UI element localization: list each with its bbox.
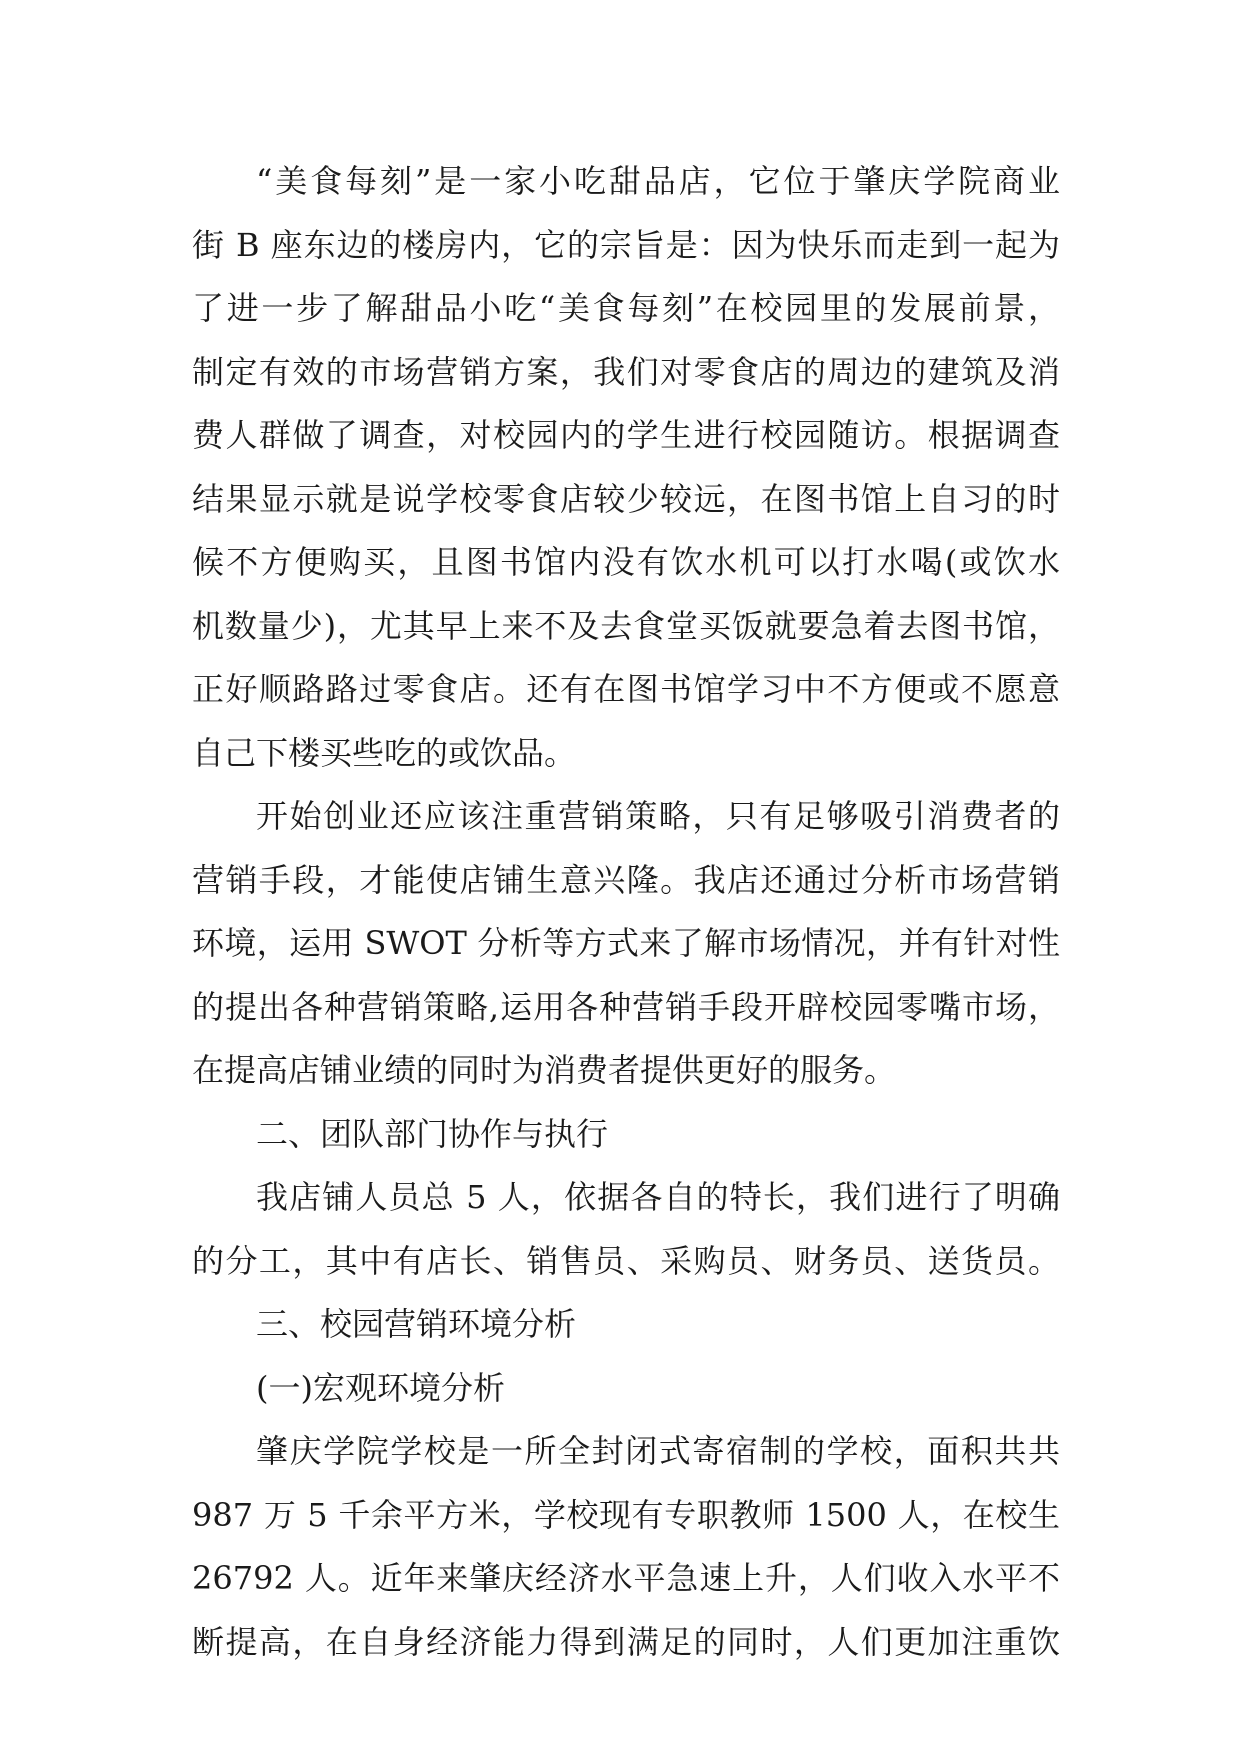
paragraph-1-line-3: 了进一步了解甜品小吃“美食每刻”在校园里的发展前景， [192,289,1060,327]
section-heading-team: 二、团队部门协作与执行 [256,1114,609,1153]
document-body [192,150,1060,1674]
paragraph-1-line-5: 费人群做了调查，对校园内的学生进行校园随访。根据调查 [192,416,1060,454]
paragraph-2-line-5: 在提高店铺业绩的同时为消费者提供更好的服务。 [192,1051,897,1089]
paragraph-1-line-9: 正好顺路路过零食店。还有在图书馆学习中不方便或不愿意 [192,670,1060,708]
paragraph-1-line-2: 街 B 座东边的楼房内，它的宗旨是：因为快乐而走到一起为 [192,225,1060,264]
paragraph-1-line-4: 制定有效的市场营销方案，我们对零食店的周边的建筑及消 [192,352,1060,391]
paragraph-1-line-6: 结果显示就是说学校零食店较少较远，在图书馆上自习的时 [192,479,1060,518]
paragraph-2-line-3: 环境，运用 SWOT 分析等方式来了解市场情况，并有针对性 [192,924,1060,962]
paragraph-4-line-2: 987 万 5 千余平方米，学校现有专职教师 1500 人，在校生 [192,1495,1060,1534]
paragraph-1-line-10: 自己下楼买些吃的或饮品。 [192,733,577,772]
subsection-heading-macro: (一)宏观环境分析 [256,1368,505,1407]
paragraph-4-line-3: 26792 人。近年来肇庆经济水平急速上升，人们收入水平不 [192,1559,1060,1597]
paragraph-1-line-7: 候不方便购买，且图书馆内没有饮水机可以打水喝(或饮水 [192,543,1060,581]
paragraph-2-line-4: 的提出各种营销策略,运用各种营销手段开辟校园零嘴市场， [192,987,1060,1026]
paragraph-4-line-4: 断提高，在自身经济能力得到满足的同时，人们更加注重饮 [192,1622,1060,1661]
paragraph-4-line-1: 肇庆学院学校是一所全封闭式寄宿制的学校，面积共共 [256,1432,1060,1470]
paragraph-3-line-1: 我店铺人员总 5 人，依据各自的特长，我们进行了明确 [256,1178,1060,1216]
paragraph-2-line-2: 营销手段，才能使店铺生意兴隆。我店还通过分析市场营销 [192,860,1060,899]
section-heading-environment: 三、校园营销环境分析 [256,1305,577,1343]
paragraph-1-line-8: 机数量少)，尤其早上来不及去食堂买饭就要急着去图书馆， [192,606,1060,645]
paragraph-2-line-1: 开始创业还应该注重营销策略，只有足够吸引消费者的 [256,797,1060,835]
paragraph-3-line-2: 的分工，其中有店长、销售员、采购员、财务员、送货员。 [192,1241,1060,1280]
paragraph-1-line-1: “美食每刻”是一家小吃甜品店，它位于肇庆学院商业 [256,162,1060,200]
